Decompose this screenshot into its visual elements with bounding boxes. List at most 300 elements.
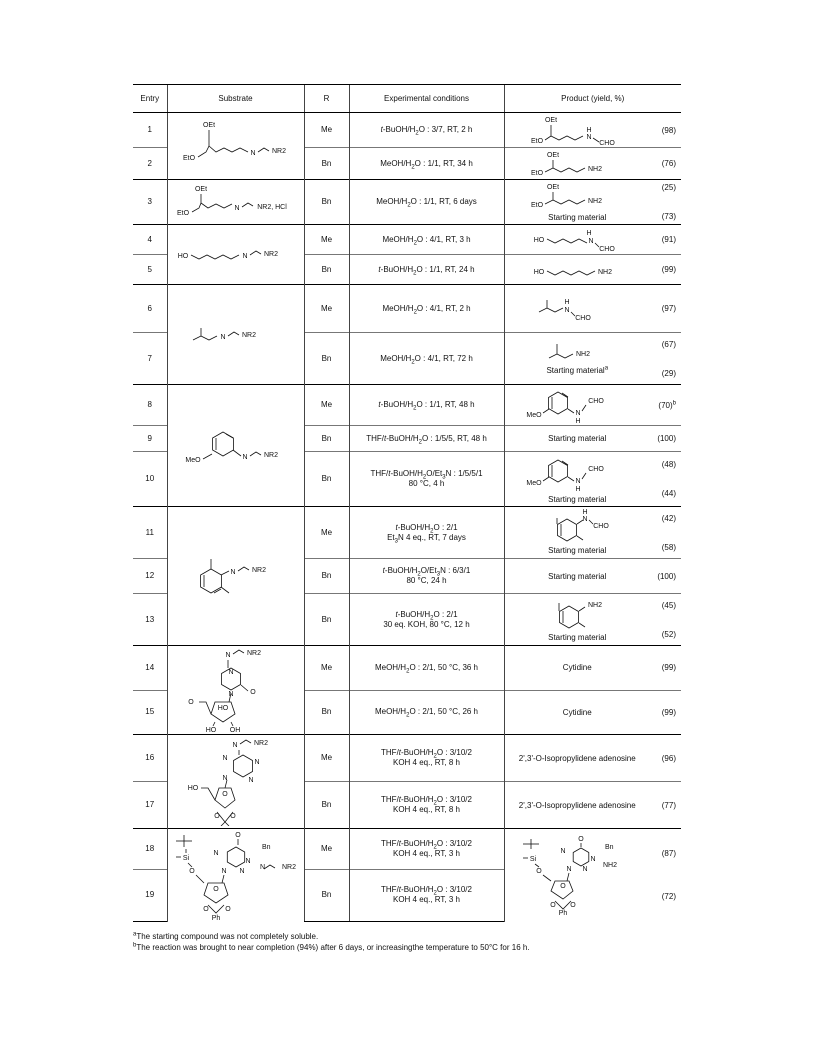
condition-line: 80 °C, 24 h [406, 576, 447, 585]
product-content [507, 570, 680, 583]
product-content [507, 595, 680, 644]
product-content [507, 294, 680, 324]
condition-line: $t-BuOH/H_2O$ : 1/1, RT, 48 h [378, 400, 475, 412]
atom-label: N [224, 652, 231, 659]
condition-line: $t-BuOH/H_2O$ : 2/1 [395, 522, 458, 535]
product-label: 2',3'-O-Isopropylidene adenosine [518, 800, 636, 810]
header-row [133, 85, 681, 113]
atom-label: N [227, 669, 234, 676]
condition-line: MeOH/$H_2O$ : 2/1, 50 °C, 26 h [374, 707, 479, 719]
atom-label: NH2 [588, 197, 603, 205]
product-text [513, 432, 643, 445]
substrate-structure [167, 225, 304, 285]
atom-label: MeO [526, 412, 542, 419]
atom-label: HO [187, 784, 198, 792]
product-text [513, 364, 643, 377]
entry-cell: 12 [133, 559, 167, 594]
yield-value: (67) [661, 339, 676, 349]
atom-label: O [202, 906, 209, 913]
table-row [133, 507, 681, 559]
header-substrate: Substrate [167, 85, 304, 113]
footnote-mark: b [672, 399, 676, 406]
table-row [133, 113, 681, 148]
atom-label: NH2 [603, 862, 618, 869]
atom-label: O [187, 699, 194, 706]
conditions-cell [349, 255, 504, 285]
header-conditions: Experimental conditions [349, 85, 504, 113]
atom-label: EtO [176, 210, 189, 217]
product-cell [504, 426, 681, 452]
r-cell: Me [304, 646, 349, 691]
atom-label: EtO [531, 169, 544, 177]
yield-value: (76) [661, 159, 676, 168]
atom-label: O [188, 868, 195, 875]
yield-column [642, 432, 676, 445]
atom-label: HO [205, 727, 216, 734]
product-main [513, 432, 643, 445]
results-table [133, 84, 681, 922]
yield-column [642, 157, 676, 170]
atom-label: N [220, 868, 227, 875]
atom-label: N [219, 333, 226, 341]
atom-label: MeO [526, 479, 542, 487]
atom-label: NR2 [263, 250, 278, 258]
r-cell: Bn [304, 426, 349, 452]
product-cell [504, 285, 681, 333]
atom-label: N [560, 848, 566, 855]
r-cell: Bn [304, 333, 349, 385]
table-row [133, 829, 681, 870]
conditions-cell [349, 148, 504, 180]
condition-line: KOH 4 eq., RT, 8 h [393, 805, 460, 814]
entry-cell: 5 [133, 255, 167, 285]
entry-cell: 18 [133, 829, 167, 870]
atom-label: O [570, 902, 576, 909]
product-main [513, 508, 643, 557]
table-row [133, 180, 681, 225]
product-label: Starting material [548, 494, 607, 504]
yield-column [642, 599, 676, 641]
atom-label: EtO [531, 138, 544, 145]
yield-column [642, 706, 676, 719]
product-main [513, 799, 643, 812]
r-cell: Bn [304, 559, 349, 594]
yield-column [642, 752, 676, 765]
yield-value: (42) [661, 513, 676, 523]
product-main [513, 149, 643, 179]
atom-label: N [231, 741, 238, 749]
atom-label: Si [182, 855, 189, 862]
atom-label: H [564, 298, 570, 306]
product-cell [504, 594, 681, 646]
product-text [513, 570, 643, 583]
condition-line: THF/$t-BuOH/H_2O/Et_3N$ : 1/5/5/1 [370, 469, 483, 481]
yield-column [642, 233, 676, 246]
atom-label: NH2 [588, 165, 603, 173]
yield-value: (73) [661, 212, 676, 221]
entry-cell: 14 [133, 646, 167, 691]
condition-line: THF/$t-BuOH/H_2O$ : 3/10/2 [381, 838, 472, 851]
atom-label: NR2 [263, 451, 278, 459]
conditions-cell [349, 333, 504, 385]
product-label: Starting material [546, 366, 605, 375]
atom-label: N [238, 868, 245, 875]
condition-line: MeOH/$H_2O$ : 1/1, RT, 34 h [380, 158, 473, 171]
entry-cell: 2 [133, 148, 167, 180]
product-content [507, 338, 680, 380]
product-content [507, 799, 680, 812]
atom-label: NH2 [588, 602, 603, 609]
product-main [513, 752, 643, 765]
conditions-cell [349, 225, 504, 255]
conditions-cell [349, 646, 504, 691]
product-main [513, 385, 643, 425]
yield-column [642, 302, 676, 315]
entry-cell: 17 [133, 782, 167, 829]
atom-label: N [244, 858, 251, 865]
conditions-cell [349, 452, 504, 507]
entry-cell: 8 [133, 385, 167, 426]
product-label: Starting material [548, 212, 607, 222]
conditions-cell [349, 113, 504, 148]
conditions-cell [349, 690, 504, 735]
table-body [133, 113, 681, 922]
atom-label: N [247, 776, 254, 784]
r-cell: Me [304, 735, 349, 782]
product-main [513, 340, 643, 377]
yield-value: (91) [661, 235, 676, 244]
yield-value: (99) [661, 265, 676, 274]
atom-label: N [212, 850, 219, 857]
conditions-cell [349, 782, 504, 829]
product-main [513, 661, 643, 674]
entry-cell: 1 [133, 113, 167, 148]
product-label: Starting material [548, 546, 607, 555]
yield-column [642, 399, 676, 412]
condition-line: 30 eq. KOH, 80 °C, 12 h [383, 619, 470, 629]
yield-value: (45) [661, 600, 676, 610]
product-main [513, 595, 643, 644]
entry-cell: 13 [133, 594, 167, 646]
atom-label: Ph [558, 910, 568, 915]
atom-label: Bn [261, 844, 271, 851]
atom-label: EtO [531, 201, 544, 209]
yield-value: (99) [661, 707, 676, 717]
atom-label: EtO [182, 155, 195, 162]
product-text [513, 752, 643, 765]
atom-label: OEt [202, 122, 215, 129]
atom-label: H [586, 127, 592, 134]
yield-value: (87) [661, 849, 676, 858]
product-text [513, 544, 643, 557]
yield-value: (77) [661, 800, 676, 810]
footnote-b: $^b$The reaction was brought to near completion (94%) after 6 days, or increasingthe temperature to 50°C for 16 h. [133, 942, 530, 952]
atom-label: N [229, 569, 236, 576]
atom-label: OEt [545, 117, 558, 124]
product-cell [504, 333, 681, 385]
product-cell [504, 782, 681, 829]
product-label: Cytidine [562, 663, 592, 673]
atom-label: H [582, 509, 588, 516]
conditions-cell [349, 559, 504, 594]
atom-label: CHO [588, 465, 605, 473]
atom-label: O [560, 883, 566, 890]
entry-cell: 11 [133, 507, 167, 559]
product-label: Starting material [548, 434, 607, 443]
product-cell [504, 559, 681, 594]
r-cell: Me [304, 285, 349, 333]
atom-label: NR2 [246, 650, 261, 657]
product-label: Starting material [548, 571, 607, 581]
product-cell [504, 180, 681, 225]
yield-value: (52) [661, 629, 676, 639]
r-cell: Bn [304, 148, 349, 180]
atom-label: N [249, 150, 256, 157]
atom-label: N [221, 754, 228, 762]
r-cell: Bn [304, 690, 349, 735]
condition-line: THF/$t-BuOH/H_2O$ : 3/10/2 [381, 885, 472, 897]
conditions-cell [349, 869, 504, 921]
product-main [513, 570, 643, 583]
atom-label: OEt [547, 183, 560, 191]
atom-label: O [249, 689, 256, 696]
substrate-structure [167, 113, 304, 180]
footnote-mark: a [604, 365, 609, 372]
product-cell [504, 148, 681, 180]
atom-label: N [227, 691, 234, 698]
yield-column [642, 799, 676, 812]
condition-line: MeOH/$H_2O$ : 4/1, RT, 2 h [382, 303, 471, 316]
condition-line: MeOH/$H_2O$ : 2/1, 50 °C, 36 h [374, 662, 479, 675]
substrate-structure [167, 829, 304, 922]
r-cell: Me [304, 113, 349, 148]
product-cell [504, 225, 681, 255]
product-content [507, 706, 680, 719]
product-content [507, 181, 680, 224]
footnote-a: $^a$The starting compound was not completely soluble. [133, 931, 319, 941]
product-cell [504, 452, 681, 507]
condition-line: $Et_3N$ 4 eq., RT, 7 days [387, 532, 466, 545]
atom-label: N [582, 516, 588, 523]
condition-line: THF/$t-BuOH/H_2O$ : 3/10/2 [381, 795, 472, 807]
atom-label: Ph [211, 915, 220, 921]
yield-value [642, 399, 676, 412]
product-cell [504, 255, 681, 285]
atom-label: Bn [605, 844, 614, 851]
header-entry: Entry [133, 85, 167, 113]
yield-column [642, 458, 676, 500]
atom-label: H [586, 229, 592, 237]
atom-label: NR2, HCl [256, 204, 287, 211]
r-cell: Me [304, 507, 349, 559]
entry-cell: 19 [133, 869, 167, 921]
substrate-structure [167, 180, 304, 225]
atom-label: CHO [593, 523, 610, 530]
product-label: 2',3'-O-Isopropylidene adenosine [518, 753, 636, 763]
product-content [507, 149, 680, 179]
yield-value: (58) [661, 542, 676, 552]
table-row [133, 646, 681, 691]
atom-label: N [582, 866, 588, 873]
substrate-structure [167, 385, 304, 507]
conditions-cell [349, 735, 504, 782]
atom-label: O [221, 790, 228, 798]
atom-label: N [566, 866, 572, 873]
entry-cell: 16 [133, 735, 167, 782]
atom-label: NR2 [271, 148, 286, 155]
atom-label: O [234, 832, 241, 839]
entry-cell: 4 [133, 225, 167, 255]
conditions-cell [349, 180, 504, 225]
yield-value: (96) [661, 753, 676, 763]
product-content [507, 113, 680, 147]
atom-label: HO [217, 705, 228, 712]
product-content [507, 661, 680, 674]
table-row [133, 385, 681, 426]
yield-value: (100) [657, 571, 676, 581]
atom-label: N [575, 477, 581, 485]
entry-cell: 6 [133, 285, 167, 333]
condition-line: THF/$t-BuOH/H_2O$ : 3/10/2 [381, 748, 472, 760]
table-row [133, 735, 681, 782]
atom-label: HO [534, 268, 545, 276]
atom-label: N [241, 252, 248, 260]
yield-column [642, 263, 676, 276]
atom-label: MeO [184, 456, 201, 464]
atom-label: O [536, 868, 542, 875]
product-content [507, 260, 680, 280]
table-row [133, 285, 681, 333]
atom-label: N [259, 864, 265, 871]
product-cell [504, 735, 681, 782]
conditions-cell [349, 829, 504, 870]
product-main [513, 835, 643, 915]
entry-cell: 7 [133, 333, 167, 385]
product-main [513, 226, 643, 254]
yield-value: (29) [661, 368, 676, 378]
r-cell: Bn [304, 782, 349, 829]
product-cell [504, 690, 681, 735]
atom-label: N [233, 205, 240, 212]
atom-label: NH2 [576, 351, 591, 358]
product-cell [504, 646, 681, 691]
atom-label: N [253, 758, 260, 766]
yield-value: (44) [661, 489, 676, 498]
product-content [507, 226, 680, 254]
entry-cell: 9 [133, 426, 167, 452]
product-content [507, 752, 680, 765]
condition-line: THF/$t-BuOH/H_2O$ : 1/5/5, RT, 48 h [366, 433, 487, 446]
atom-label: NH2 [598, 268, 613, 276]
product-main [513, 453, 643, 506]
atom-label: OH [229, 727, 240, 734]
product-text [513, 631, 643, 644]
product-cell [504, 507, 681, 559]
atom-label: CHO [575, 314, 592, 322]
atom-label: NR2 [253, 739, 268, 747]
product-content [507, 453, 680, 506]
atom-label: OEt [547, 151, 560, 159]
atom-label: HO [177, 252, 188, 260]
product-label: Starting material [548, 633, 607, 642]
yield-value: (25) [661, 183, 676, 192]
product-content [507, 835, 680, 915]
r-cell: Bn [304, 452, 349, 507]
atom-label: N [241, 453, 248, 461]
r-cell: Me [304, 829, 349, 870]
atom-label: HO [534, 236, 545, 244]
table-row [133, 225, 681, 255]
atom-label: OEt [194, 186, 207, 193]
substrate-structure [167, 646, 304, 735]
yield-column [642, 847, 676, 903]
product-content [507, 385, 680, 425]
atom-label: O [229, 812, 236, 820]
conditions-cell [349, 285, 504, 333]
atom-label: CHO [599, 140, 616, 147]
atom-label: NR2 [251, 567, 266, 574]
atom-label: CHO [588, 398, 605, 405]
atom-label: H [575, 418, 581, 425]
condition-line: KOH 4 eq., RT, 3 h [393, 848, 460, 858]
condition-line: $t-BuOH/H_2O$ : 1/1, RT, 24 h [378, 264, 475, 277]
atom-label: O [224, 906, 231, 913]
r-cell: Bn [304, 180, 349, 225]
yield-value: (100) [657, 434, 676, 443]
product-content [507, 432, 680, 445]
yield-column [642, 124, 676, 137]
atom-label: CHO [599, 245, 616, 253]
condition-line: $t-BuOH/H_2O$ : 3/7, RT, 2 h [380, 125, 473, 137]
entry-cell: 10 [133, 452, 167, 507]
atom-label: N [588, 237, 594, 245]
atom-label: NR2 [241, 331, 256, 339]
atom-label: N [590, 856, 596, 863]
condition-line: MeOH/$H_2O$ : 1/1, RT, 6 days [376, 197, 477, 209]
atom-label: N [586, 134, 592, 141]
yield-value: (48) [661, 460, 676, 469]
condition-line: $t-BuOH/H_2O$ : 2/1 [395, 609, 458, 622]
yield-value: (72) [661, 892, 676, 901]
condition-line: KOH 4 eq., RT, 3 h [393, 895, 460, 905]
r-cell: Me [304, 225, 349, 255]
product-content [507, 508, 680, 557]
atom-label: N [221, 774, 228, 782]
substrate-structure [167, 285, 304, 385]
atom-label: N [564, 306, 570, 314]
product-text [513, 211, 643, 224]
header-r: R [304, 85, 349, 113]
yield-value: (98) [661, 125, 676, 135]
product-text [513, 799, 643, 812]
atom-label: NR2 [281, 864, 296, 871]
product-cell [504, 113, 681, 148]
atom-label: N [575, 410, 581, 417]
product-main [513, 113, 643, 147]
atom-label: H [575, 485, 581, 493]
product-label: Cytidine [562, 707, 592, 717]
product-main [513, 260, 643, 280]
r-cell: Bn [304, 869, 349, 921]
atom-label: Si [530, 856, 537, 863]
product-main [513, 706, 643, 719]
product-main [513, 181, 643, 224]
condition-line: MeOH/$H_2O$ : 4/1, RT, 72 h [380, 353, 473, 366]
header-product: Product (yield, %) [504, 85, 681, 113]
product-main [513, 294, 643, 324]
atom-label: O [578, 836, 584, 843]
product-text [513, 706, 643, 719]
